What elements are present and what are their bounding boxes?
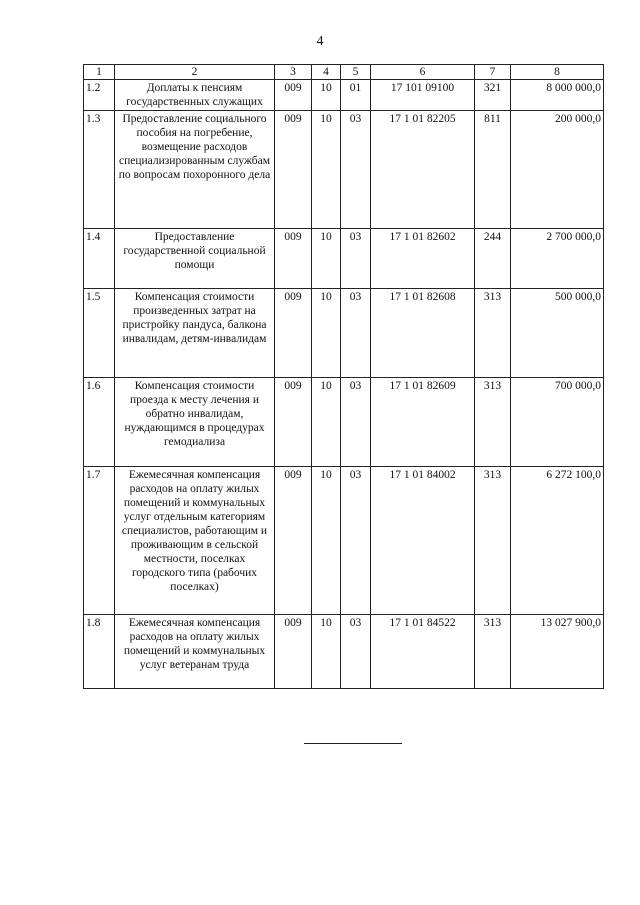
cell-col6: 17 1 01 82609 bbox=[371, 378, 475, 467]
header-cell: 1 bbox=[84, 65, 115, 80]
cell-col4: 10 bbox=[312, 80, 341, 111]
cell-col6: 17 1 01 82205 bbox=[371, 111, 475, 229]
row-name: Компенсация стоимости произведенных затрат на пристройку пандуса, балкона инвалидам, детям-инвалидам bbox=[115, 289, 275, 378]
table-row bbox=[84, 80, 604, 111]
table-row bbox=[84, 378, 604, 467]
cell-col5: 03 bbox=[341, 289, 371, 378]
cell-col3: 009 bbox=[275, 80, 312, 111]
table-row bbox=[84, 615, 604, 689]
cell-col4: 10 bbox=[312, 378, 341, 467]
row-name: Доплаты к пенсиям государственных служащих bbox=[115, 80, 275, 111]
cell-col4: 10 bbox=[312, 467, 341, 615]
row-number: 1.3 bbox=[84, 111, 115, 229]
cell-col5: 03 bbox=[341, 467, 371, 615]
cell-col6: 17 1 01 82602 bbox=[371, 229, 475, 289]
table-header-row bbox=[84, 65, 604, 80]
cell-col7: 811 bbox=[475, 111, 511, 229]
header-cell: 7 bbox=[475, 65, 511, 80]
cell-col7: 313 bbox=[475, 289, 511, 378]
header-cell: 2 bbox=[115, 65, 275, 80]
cell-col7: 321 bbox=[475, 80, 511, 111]
row-name: Ежемесячная компенсация расходов на оплату жилых помещений и коммунальных услуг отдельным категориям специалистов, работающим и проживающим в сельской местности, поселках городского типа (рабочих поселках) bbox=[115, 467, 275, 615]
cell-col7: 313 bbox=[475, 615, 511, 689]
cell-col3: 009 bbox=[275, 467, 312, 615]
cell-amount: 13 027 900,0 bbox=[511, 615, 604, 689]
cell-col5: 03 bbox=[341, 615, 371, 689]
cell-col5: 03 bbox=[341, 378, 371, 467]
table-row bbox=[84, 467, 604, 615]
cell-col3: 009 bbox=[275, 615, 312, 689]
cell-col6: 17 1 01 82608 bbox=[371, 289, 475, 378]
cell-col5: 03 bbox=[341, 111, 371, 229]
cell-amount: 700 000,0 bbox=[511, 378, 604, 467]
table-row bbox=[84, 229, 604, 289]
row-number: 1.4 bbox=[84, 229, 115, 289]
cell-col3: 009 bbox=[275, 378, 312, 467]
header-cell: 6 bbox=[371, 65, 475, 80]
header-cell: 3 bbox=[275, 65, 312, 80]
row-number: 1.2 bbox=[84, 80, 115, 111]
row-name: Предоставление государственной социальной помощи bbox=[115, 229, 275, 289]
header-cell: 4 bbox=[312, 65, 341, 80]
header-cell: 8 bbox=[511, 65, 604, 80]
table-row bbox=[84, 111, 604, 229]
cell-col4: 10 bbox=[312, 111, 341, 229]
closing-divider-line bbox=[304, 743, 402, 744]
cell-amount: 8 000 000,0 bbox=[511, 80, 604, 111]
row-name: Ежемесячная компенсация расходов на оплату жилых помещений и коммунальных услуг ветеранам труда bbox=[115, 615, 275, 689]
cell-col5: 03 bbox=[341, 229, 371, 289]
cell-col3: 009 bbox=[275, 111, 312, 229]
cell-amount: 2 700 000,0 bbox=[511, 229, 604, 289]
cell-amount: 500 000,0 bbox=[511, 289, 604, 378]
page-number: 4 bbox=[316, 34, 324, 49]
cell-col7: 244 bbox=[475, 229, 511, 289]
row-number: 1.5 bbox=[84, 289, 115, 378]
row-number: 1.7 bbox=[84, 467, 115, 615]
cell-amount: 6 272 100,0 bbox=[511, 467, 604, 615]
cell-col7: 313 bbox=[475, 467, 511, 615]
row-name: Компенсация стоимости проезда к месту лечения и обратно инвалидам, нуждающимся в процедурах гемодиализа bbox=[115, 378, 275, 467]
cell-col4: 10 bbox=[312, 289, 341, 378]
cell-col3: 009 bbox=[275, 229, 312, 289]
cell-col7: 313 bbox=[475, 378, 511, 467]
row-number: 1.8 bbox=[84, 615, 115, 689]
row-number: 1.6 bbox=[84, 378, 115, 467]
cell-col4: 10 bbox=[312, 229, 341, 289]
budget-table bbox=[83, 64, 604, 689]
cell-col4: 10 bbox=[312, 615, 341, 689]
header-cell: 5 bbox=[341, 65, 371, 80]
row-name: Предоставление социального пособия на погребение, возмещение расходов специализированным службам по вопросам похоронного дела bbox=[115, 111, 275, 229]
cell-col3: 009 bbox=[275, 289, 312, 378]
cell-col6: 17 101 09100 bbox=[371, 80, 475, 111]
cell-amount: 200 000,0 bbox=[511, 111, 604, 229]
cell-col5: 01 bbox=[341, 80, 371, 111]
table-row bbox=[84, 289, 604, 378]
cell-col6: 17 1 01 84002 bbox=[371, 467, 475, 615]
cell-col6: 17 1 01 84522 bbox=[371, 615, 475, 689]
